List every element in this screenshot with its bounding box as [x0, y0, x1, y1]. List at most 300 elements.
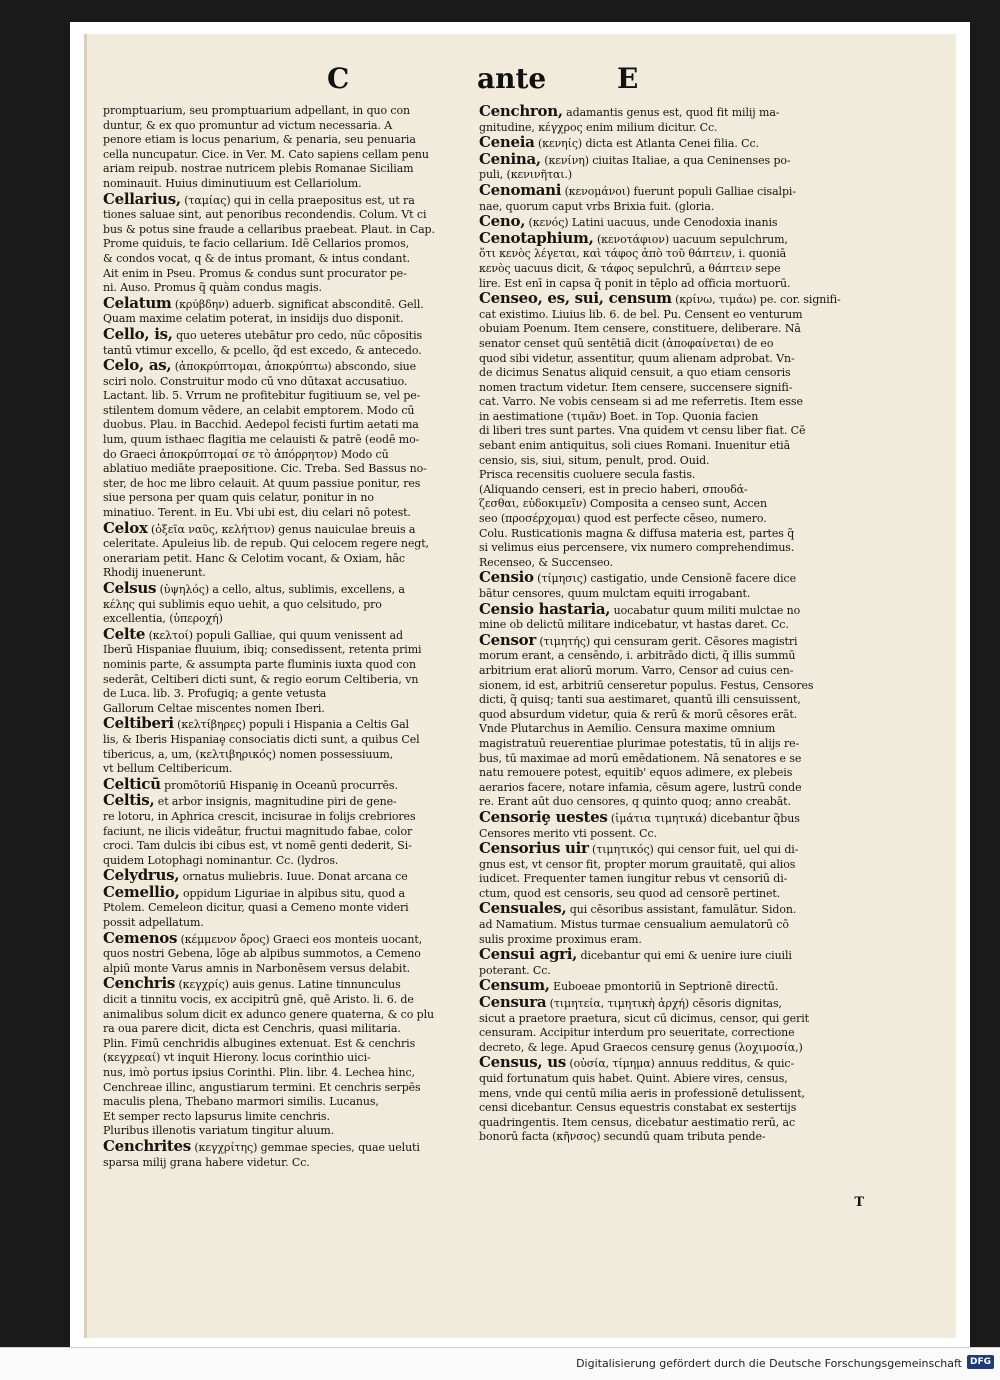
entry-text: nus, imò portus ipsius Corinthi. Plin. libr. 4. Lechea hinc,: [103, 1066, 415, 1079]
text-line: [479, 766, 847, 781]
entry-text: censuram. Accipitur interdum pro seueritate, correctione: [479, 1026, 795, 1040]
text-line: [103, 1095, 463, 1110]
entry-text: ablatiuo mediāte praepositione. Cic. Treba. Sed Bassus no-: [103, 462, 427, 476]
entry-text: Prome quiduis, te facio cellarium. Idē Cellarios promos,: [103, 237, 410, 251]
text-line: [103, 598, 463, 613]
entry-text: censi dicebantur. Census equestris constabat ex sestertijs: [479, 1101, 797, 1115]
text-line: [479, 214, 847, 231]
text-line: [479, 247, 847, 262]
text-line: [479, 121, 847, 136]
entry-text: sulis proxime proximus eram.: [479, 932, 642, 946]
entry-headword: Censui agri,: [479, 947, 578, 964]
entry-headword: Cenotaphium,: [479, 230, 594, 247]
text-line: [479, 781, 847, 796]
entry-text: (τιμητικός) qui censor fuit, uel qui di-: [592, 843, 799, 857]
text-line: [479, 752, 847, 767]
entry-text: sciri nolo. Construitur modo cū vno dūtaxat accusatiuo.: [103, 374, 408, 388]
entry-headword: Censoriȩ uestes: [479, 809, 608, 826]
entry-text: magistratuū reuerentiae plurimae potestatis, tū in alijs re-: [479, 736, 800, 750]
text-line: [103, 733, 463, 748]
text-line: [479, 693, 847, 708]
entry-text: tantū vtimur excello, & pcello, q̃d est excedo, & antecedo.: [103, 343, 422, 357]
entry-text: (κεγχρεαί) vt inquit Hierony. locus corinthio uici-: [103, 1051, 371, 1065]
entry-text: de dicimus Senatus aliquid censuit, a quo etiam censoris: [479, 366, 791, 380]
text-line: [103, 1022, 463, 1037]
entry-text: Gallorum Celtae miscentes nomen Iberi.: [103, 701, 325, 715]
entry-text: croci. Tam dulcis ibi cibus est, vt nomē genti dederit, Si-: [103, 839, 412, 853]
entry-text: excellentia, (ὑπεροχή): [103, 612, 223, 626]
entry-text: et arbor insignis, magnitudine piri de gene-: [157, 795, 397, 809]
entry-headword: Ceneia: [479, 135, 535, 152]
text-line: [479, 424, 847, 439]
text-line: [103, 252, 463, 267]
footer-credit: Digitalisierung gefördert durch die Deutsche Forschungsgemeinschaft: [576, 1357, 962, 1370]
text-line: [479, 1012, 847, 1027]
entry-text: quod absurdum videtur, quia & rerū & morū cēsores erāt.: [479, 707, 798, 721]
text-line: [103, 762, 463, 777]
entry-text: di liberi tres sunt partes. Vna quidem vt censu liber fiat. Cē: [479, 424, 806, 438]
text-line: [103, 477, 463, 492]
text-line: [103, 491, 463, 506]
entry-text: dicit a tinnitu vocis, ex accipitrū gnē, quē Aristo. li. 6. de: [103, 993, 414, 1007]
entry-text: (κενοτάφιον) uacuum sepulchrum,: [596, 232, 788, 246]
text-line: [103, 643, 463, 658]
entry-headword: Cemenos: [103, 930, 178, 947]
text-line: [103, 404, 463, 419]
text-line: [479, 322, 847, 337]
entry-text: ad Namatium. Mistus turmae censualium aemulatorū cō: [479, 918, 789, 932]
text-line: [479, 200, 847, 215]
entry-headword: Censura: [479, 995, 547, 1012]
text-line: [479, 454, 847, 469]
entry-text: siue persona per quam quis celatur, ponitur in no: [103, 491, 374, 505]
text-line: [479, 512, 847, 527]
header-center-word: ante: [477, 62, 547, 95]
text-line: [479, 1026, 847, 1041]
entry-text: in aestimatione (τιμᾶν) Boet. in Top. Quonia facien: [479, 409, 759, 423]
entry-text: quidem Lotophagi nominantur. Cc. (lydros.: [103, 853, 339, 867]
entry-text: ra oua parere dicit, dicta est Cenchris, quasi militaria.: [103, 1022, 401, 1036]
entry-text: promōtoriū Hispaniȩ in Oceanū procurrēs.: [164, 778, 398, 792]
entry-text: (κελτοί) populi Galliae, qui quum venissent ad: [148, 628, 403, 642]
text-line: [479, 337, 847, 352]
text-line: [479, 231, 847, 248]
entry-headword: Cello, is,: [103, 326, 173, 343]
entry-text: onerariam petit. Hanc & Celotim vocant, & Oxiam, hāc: [103, 551, 405, 565]
entry-text: Cenchreae illinc, angustiarum termini. Et cenchris serpēs: [103, 1080, 421, 1094]
text-line: [479, 439, 847, 454]
entry-text: oppidum Liguriae in alpibus situ, quod a: [182, 886, 406, 900]
entry-text: Iberū Hispaniae fluuium, ibiq; consedissent, retenta primi: [103, 643, 422, 657]
text-line: [103, 673, 463, 688]
text-line: [103, 1124, 463, 1139]
entry-text: senator censet quū sentētiā dicit (ἀποφαίνεται) de eo: [479, 336, 774, 350]
text-line: [103, 1066, 463, 1081]
text-line: [103, 223, 463, 238]
text-line: [103, 962, 463, 977]
text-line: [103, 375, 463, 390]
entry-headword: Cenomani: [479, 182, 562, 199]
text-line: [103, 1081, 463, 1096]
entry-text: Rhodij inuenerunt.: [103, 566, 206, 580]
text-line: [479, 587, 847, 602]
entry-text: minatiuo. Terent. in Eu. Vbi ubi est, diu celari nō potest.: [103, 506, 411, 520]
entry-text: Ait enim in Pseu. Promus & condus sunt procurator pe-: [103, 266, 407, 280]
entry-text: natu remouere potest, equitib' equos adimere, ex plebeis: [479, 766, 793, 780]
text-line: [103, 627, 463, 644]
entry-text: bātur censores, quum mulctam equiti irrogabant.: [479, 587, 751, 600]
entry-text: bus, tū maximae ad morū emēdationem. Nā senatores e se: [479, 751, 802, 765]
entry-headword: Celydrus,: [103, 868, 180, 885]
dfg-logo: DFG: [967, 1355, 994, 1369]
entry-text: ὅτι κενὸς λέγεται, καὶ τάφος ἀπὸ τοῦ θάπτειν, i. quoniā: [479, 247, 787, 261]
text-line: [103, 148, 463, 163]
entry-text: dicti, q̃ quisq; tanti sua aestimaret, quantū illi censuissent,: [479, 693, 801, 707]
entry-text: possit adpellatum.: [103, 916, 204, 930]
text-line: [103, 885, 463, 902]
entry-text: puli, (κενινῆται.): [479, 168, 573, 182]
entry-text: decreto, & lege. Apud Graecos censurȩ genus (λοχιμοσία,): [479, 1040, 803, 1054]
entry-headword: Celtis,: [103, 793, 155, 810]
text-line: [479, 708, 847, 723]
text-line: [103, 1051, 463, 1066]
text-line: [103, 448, 463, 463]
left-column: [103, 104, 463, 1170]
text-line: [479, 618, 847, 633]
right-column: [479, 104, 847, 1145]
text-line: [479, 381, 847, 396]
entry-text: sebant enim antiquitus, soli ciues Romani. Inuenitur etiā: [479, 439, 791, 453]
text-line: [479, 722, 847, 737]
text-line: [479, 183, 847, 200]
entry-text: cat existimo. Liuius lib. 6. de bel. Pu. Censent eo venturum: [479, 307, 803, 321]
text-line: [479, 395, 847, 410]
entry-text: qui cēsoribus assistant, famulātur. Sidon.: [569, 903, 797, 917]
entry-text: morum erant, a censēndo, i. arbitrādo dicti, q̃ illis summū: [479, 649, 796, 663]
entry-headword: Cellarius,: [103, 191, 181, 208]
entry-text: celeritate. Apuleius lib. de repub. Qui celocem regere negt,: [103, 537, 429, 551]
text-line: [479, 978, 847, 995]
entry-text: (κρύβδην) aduerb. significat absconditē. Gell.: [174, 297, 424, 311]
entry-text: tibericus, a, um, (κελτιβηρικός) nomen possessiuum,: [103, 747, 394, 761]
text-line: [103, 810, 463, 825]
entry-text: uocabatur quum militi mulctae no: [613, 603, 801, 617]
text-line: [103, 1008, 463, 1023]
entry-headword: Ceno,: [479, 214, 526, 231]
text-line: [479, 104, 847, 121]
entry-text: ζεσθαι, εὐδοκιμεῖν) Composita a censeo sunt, Accen: [479, 497, 767, 511]
text-line: [103, 358, 463, 375]
entry-headword: Censorius uir: [479, 841, 589, 858]
text-line: [103, 1037, 463, 1052]
scan-frame: [70, 22, 970, 1348]
entry-text: re. Erant aūt duo censores, q quinto quoq; anno creabāt.: [479, 795, 791, 809]
entry-text: Lactant. lib. 5. Vrrum ne profitebitur fugitiuum se, vel pe-: [103, 389, 421, 403]
entry-text: ctum, quod est censoris, seu quod ad censorē pertinet.: [479, 886, 781, 900]
text-line: [103, 1156, 463, 1171]
entry-text: lis, & Iberis Hispaniaȩ consociatis dicti sunt, a quibus Cel: [103, 732, 420, 746]
entry-text: ster, de hoc me libro celauit. At quum passiue ponitur, res: [103, 476, 421, 490]
text-line: [479, 366, 847, 381]
entry-text: vt bellum Celtibericum.: [103, 762, 233, 776]
text-line: [103, 702, 463, 717]
entry-headword: Cenchrites: [103, 1138, 191, 1155]
text-line: [479, 556, 847, 571]
entry-text: promptuarium, seu promptuarium adpellant, in quo con: [103, 104, 410, 117]
text-line: [479, 277, 847, 292]
entry-text: adamantis genus est, quod fit milij ma-: [566, 106, 780, 119]
entry-text: Prisca recensitis cuoluere secula fastis.: [479, 468, 696, 482]
entry-headword: Cenchris: [103, 976, 176, 993]
entry-headword: Cemellio,: [103, 884, 180, 901]
entry-text: aerarios facere, notare infamia, cēsum agere, lustrū conde: [479, 780, 802, 794]
entry-text: quid fortunatum quis habet. Quint. Abiere vires, census,: [479, 1072, 788, 1085]
entry-text: (κεγχρίς) auis genus. Latine tinnunculus: [178, 978, 401, 992]
entry-text: seo (προσέρχομαι) quod est perfecte cēseo, numero.: [479, 512, 767, 526]
entry-headword: Celsus: [103, 581, 157, 597]
entry-text: dicebantur qui emi & uenire iure ciuili: [580, 949, 792, 963]
entry-text: (κενίνη) ciuitas Italiae, a qua Ceninenses po-: [544, 153, 791, 167]
text-line: [479, 468, 847, 483]
entry-text: alpiū monte Varus amnis in Narbonēsem versus delabit.: [103, 961, 411, 975]
entry-text: poterant. Cc.: [479, 963, 551, 977]
entry-text: Euboeae pmontoriū in Septrionē directū.: [553, 980, 779, 994]
entry-text: quo ueteres utebātur pro cedo, nūc cōpositis: [176, 328, 423, 342]
text-line: [103, 901, 463, 916]
entry-text: mine ob delictū militare indicebatur, vt hastas daret. Cc.: [479, 618, 789, 632]
text-line: [103, 312, 463, 327]
entry-text: sicut a praetore praetura, sicut cū dicimus, censor, qui gerit: [479, 1011, 809, 1025]
text-line: [479, 152, 847, 169]
entry-text: mens, vnde qui centū milia aeris in professionē detulissent,: [479, 1086, 805, 1100]
entry-text: (ἱμάτια τιμητικά) dicebantur q̃bus: [610, 811, 800, 825]
text-line: [103, 296, 463, 313]
entry-text: re lotoru, in Aphrica crescit, incisurae in folijs crebriores: [103, 809, 416, 823]
entry-text: (Aliquando censeri, est in precio haberi, σπουδά-: [479, 482, 748, 496]
text-line: [103, 687, 463, 702]
entry-text: Censores merito vti possent. Cc.: [479, 826, 657, 840]
entry-text: animalibus solum dicit ex adunco genere quaterna, & co plu: [103, 1007, 434, 1021]
text-line: [479, 901, 847, 918]
text-line: [479, 947, 847, 964]
text-line: [479, 1055, 847, 1072]
text-line: [103, 537, 463, 552]
text-line: [103, 839, 463, 854]
text-line: [103, 104, 463, 119]
entry-text: Pluribus illenotis variatum tingitur aluum.: [103, 1124, 335, 1138]
text-line: [103, 133, 463, 148]
entry-text: (τίμησις) castigatio, unde Censionē facere dice: [537, 572, 797, 586]
text-line: [479, 497, 847, 512]
text-line: [103, 1139, 463, 1156]
entry-headword: Censio hastaria,: [479, 601, 611, 618]
entry-text: (κελτίβηρες) populi i Hispania a Celtis Gal: [177, 718, 409, 732]
entry-text: Vnde Plutarchus in Aemilio. Censura maxime omnium: [479, 722, 776, 736]
entry-headword: Census, us: [479, 1055, 566, 1072]
entry-text: quadringentis. Item census, dicebatur aestimatio rerū, ac: [479, 1115, 796, 1129]
entry-text: arbitrium erat aliorū morum. Varro, Censor ad cuius cen-: [479, 663, 794, 677]
entry-text: & condos vocat, q & de intus promant, & intus condant.: [103, 251, 411, 265]
entry-text: nominauit. Huius diminutiuum est Cellariolum.: [103, 176, 362, 190]
text-line: [479, 1087, 847, 1102]
entry-text: (κέμμενον ὄρος) Graeci eos monteis uocant,: [180, 932, 423, 946]
text-line: [479, 827, 847, 842]
text-line: [103, 581, 463, 598]
text-line: [103, 506, 463, 521]
catchword: T: [854, 1195, 864, 1210]
text-line: [479, 602, 847, 619]
text-line: [103, 552, 463, 567]
text-line: [103, 237, 463, 252]
text-line: [479, 352, 847, 367]
text-line: [479, 737, 847, 752]
entry-text: lum, quum isthaec flagitia me celauisti & patrē (eodē mo-: [103, 433, 420, 447]
entry-text: quod sibi videtur, assentitur, quum alienam adprobat. Vn-: [479, 351, 795, 365]
entry-text: (τιμητεία, τιμητικὴ ἀρχή) cēsoris dignitas,: [549, 997, 782, 1011]
entry-headword: Censeo, es, sui, censum: [479, 291, 672, 308]
text-line: [103, 793, 463, 810]
entry-text: gnitudine, κέγχρος enim milium dicitur. Cc.: [479, 120, 718, 134]
text-line: [479, 527, 847, 542]
text-line: [103, 777, 463, 794]
text-line: [479, 649, 847, 664]
entry-text: cella nuncupatur. Cice. in Ver. M. Cato sapiens cellam penu: [103, 147, 429, 161]
text-line: [103, 658, 463, 673]
entry-text: obuiam Poenum. Item censere, constituere, deliberare. Nā: [479, 322, 801, 336]
text-line: [479, 1101, 847, 1116]
text-line: [103, 566, 463, 581]
entry-text: gnus est, vt censor fit, propter morum grauitatē, qui alios: [479, 857, 796, 871]
text-line: [479, 841, 847, 858]
text-line: [103, 344, 463, 359]
entry-text: duntur, & ex quo promuntur ad victum necessaria. A: [103, 118, 393, 132]
text-line: [103, 825, 463, 840]
entry-text: κέλης qui sublimis equo uehit, a quo celsitudo, pro: [103, 597, 382, 611]
text-line: [103, 868, 463, 885]
entry-text: Recenseo, & Succenseo.: [479, 555, 614, 569]
text-line: [103, 947, 463, 962]
text-line: [103, 931, 463, 948]
text-line: [103, 267, 463, 282]
entry-text: Ptolem. Cemeleon dicitur, quasi a Cemeno monte videri: [103, 901, 409, 915]
text-line: [479, 858, 847, 873]
text-line: [479, 483, 847, 498]
header-left-letter: C: [327, 62, 350, 95]
text-line: [479, 410, 847, 425]
entry-text: quos nostri Gebena, lōge ab alpibus summotos, a Cemeno: [103, 947, 421, 961]
text-line: [479, 570, 847, 587]
entry-text: de Luca. lib. 3. Profugiq; a gente vetusta: [103, 687, 327, 701]
text-line: [103, 462, 463, 477]
entry-text: (ὑψηλός) a cello, altus, sublimis, excellens, a: [159, 583, 405, 596]
text-line: [103, 177, 463, 192]
text-line: [479, 795, 847, 810]
entry-text: iudicet. Frequenter tamen iungitur rebus vt censoriū di-: [479, 872, 788, 886]
entry-text: Et semper recto lapsurus limite cenchris.: [103, 1109, 330, 1123]
text-line: [103, 192, 463, 209]
entry-text: (κεγχρίτης) gemmae species, quae ueluti: [194, 1140, 420, 1154]
text-line: [479, 872, 847, 887]
entry-headword: Celo, as,: [103, 358, 172, 375]
text-line: [479, 633, 847, 650]
entry-headword: Censuales,: [479, 901, 567, 918]
entry-text: faciunt, ne ilicis videātur, fructui magnitudo fabae, color: [103, 824, 413, 838]
entry-headword: Cenchron,: [479, 104, 563, 120]
entry-headword: Celte: [103, 626, 146, 643]
entry-text: κενὸς uacuus dicit, & τάφος sepulchrū, a θάπτειν sepe: [479, 261, 781, 275]
digitization-footer: [0, 1347, 1000, 1380]
entry-headword: Celtiberi: [103, 716, 174, 733]
entry-text: ni. Auso. Promus q̃ quàm condus magis.: [103, 281, 322, 295]
text-line: [103, 433, 463, 448]
text-line: [479, 1041, 847, 1056]
entry-text: Plin. Fimū cenchridis albugines extenuat. Est & cenchris: [103, 1036, 416, 1050]
entry-text: (οὐσία, τίμημα) annuus redditus, & quic-: [569, 1057, 795, 1071]
text-line: [479, 1072, 847, 1087]
text-line: [479, 679, 847, 694]
entry-text: penore etiam is locus penarium, & penaria, seu penuaria: [103, 133, 416, 147]
text-line: [479, 308, 847, 323]
text-line: [103, 418, 463, 433]
entry-text: (τιμητής) qui censuram gerit. Cēsores magistri: [539, 634, 798, 648]
text-line: [103, 208, 463, 223]
text-line: [103, 993, 463, 1008]
entry-text: Quam maxime celatim poterat, in insidijs duo disponit.: [103, 312, 404, 326]
entry-text: (κενομάνοι) fuerunt populi Galliae cisalpi-: [564, 184, 796, 198]
entry-text: maculis plena, Thebano marmori similis. Lucanus,: [103, 1095, 379, 1109]
entry-text: bus & potus sine fraude a cellaribus praebeat. Plaut. in Cap.: [103, 222, 435, 236]
book-page: [84, 34, 956, 1338]
entry-text: cat. Varro. Ne vobis censeam si ad me referretis. Item esse: [479, 395, 803, 409]
entry-text: si velimus eius percensere, vix numero comprehendimus.: [479, 541, 795, 555]
entry-text: nae, quorum caput vrbs Brixia fuit. (gloria.: [479, 199, 715, 213]
entry-text: bonorū facta (κῆνσος) secundū quam tributa pende-: [479, 1130, 766, 1144]
text-line: [103, 162, 463, 177]
entry-text: Colu. Rusticationis magna & diffusa materia est, partes q̃: [479, 526, 795, 540]
text-line: [103, 748, 463, 763]
text-line: [479, 168, 847, 183]
entry-text: do Graeci ἀποκρύπτομαί σε τὸ ἀπόρρητον) Modo cū: [103, 447, 389, 461]
entry-text: (κενηίς) dicta est Atlanta Cenei filia. Cc.: [537, 137, 759, 151]
text-line: [103, 119, 463, 134]
entry-text: sionem, id est, arbitriū censeretur populus. Festus, Censores: [479, 678, 814, 692]
entry-text: duobus. Plau. in Bacchid. Aedepol fecisti furtim aetati ma: [103, 418, 419, 432]
text-line: [103, 521, 463, 538]
entry-text: ornatus muliebris. Iuue. Donat arcana ce: [182, 870, 408, 884]
text-line: [479, 933, 847, 948]
entry-headword: Cenina,: [479, 151, 541, 168]
text-line: [479, 995, 847, 1012]
entry-text: censio, sis, siui, situm, penult, prod. Ouid.: [479, 453, 710, 467]
entry-text: lire. Est enī in capsa q̃ ponit in tēplo ad officia mortuorū.: [479, 276, 791, 290]
entry-text: (ταμίας) qui in cella praepositus est, ut ra: [184, 193, 415, 207]
text-line: [479, 291, 847, 308]
text-line: [479, 964, 847, 979]
entry-text: stilentem domum vēdere, an celabit emptorem. Modo cū: [103, 403, 415, 417]
entry-text: (κρίνω, τιμάω) pe. cor. signifi-: [675, 293, 841, 307]
text-line: [479, 887, 847, 902]
header-right-letter: E: [617, 62, 639, 95]
text-line: [479, 810, 847, 827]
entry-text: (ἀποκρύπτομαι, ἀποκρύπτω) abscondo, siue: [174, 360, 417, 374]
text-line: [479, 918, 847, 933]
text-line: [103, 389, 463, 404]
entry-headword: Celox: [103, 520, 148, 537]
entry-text: tiones saluae sint, aut penoribus recondendis. Colum. Vt ci: [103, 208, 427, 222]
text-line: [479, 135, 847, 152]
text-line: [103, 916, 463, 931]
entry-headword: Censor: [479, 632, 536, 649]
